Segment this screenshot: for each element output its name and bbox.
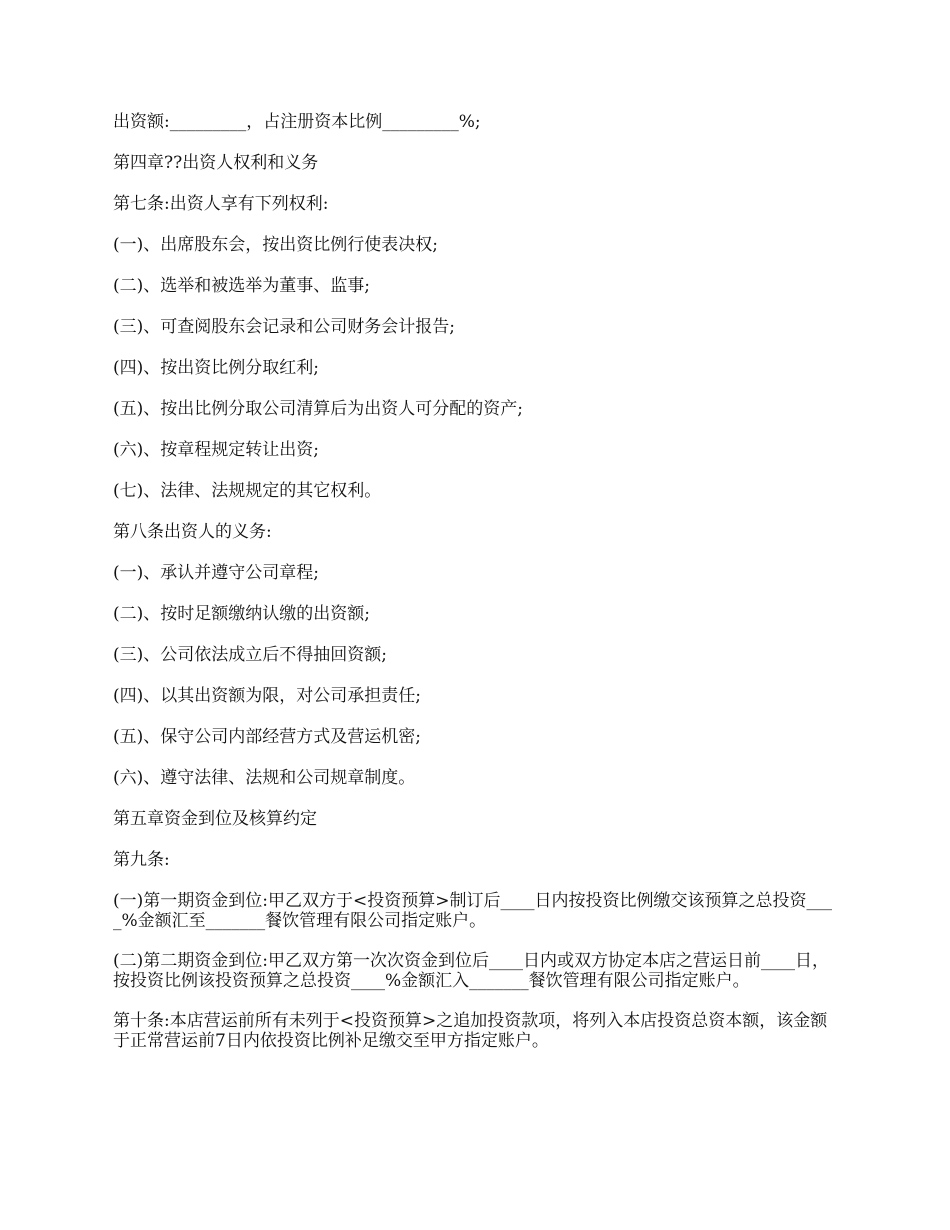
funding-phase-1: (一)第一期资金到位:甲乙双方于<投资预算>制订后____日内按投资比例缴交该预算之总投资____%金额汇至_______餐饮管理有限公司指定账户。: [113, 891, 832, 931]
right-item-1: (一)、出席股东会，按出资比例行使表决权;: [113, 235, 438, 255]
article-ten: 第十条:本店营运前所有未列于<投资预算>之追加投资款项，将列入本店投资总资本额，该金额于正常营运前7日内依投资比例补足缴交至甲方指定账户。: [113, 1011, 828, 1051]
right-item-7: (七)、法律、法规规定的其它权利。: [113, 481, 382, 501]
right-item-6: (六)、按章程规定转让出资;: [113, 440, 319, 460]
article-nine-heading: 第九条:: [113, 850, 170, 870]
duty-item-3: (三)、公司依法成立后不得抽回资额;: [113, 645, 387, 665]
duty-item-1: (一)、承认并遵守公司章程;: [113, 563, 319, 583]
right-item-2: (二)、选举和被选举为董事、监事;: [113, 276, 370, 296]
duty-item-5: (五)、保守公司内部经营方式及营运机密;: [113, 727, 421, 747]
right-item-3: (三)、可查阅股东会记录和公司财务会计报告;: [113, 317, 455, 337]
chapter-five-heading: 第五章资金到位及核算约定: [113, 809, 317, 829]
funding-phase-2: (二)第二期资金到位:甲乙双方第一次次资金到位后____日内或双方协定本店之营运日前____日，按投资比例该投资预算之总投资____%金额汇入_______餐饮管理有限公司指定账户。: [113, 951, 829, 991]
duty-item-6: (六)、遵守法律、法规和公司规章制度。: [113, 768, 416, 788]
paragraph-capital-amount: 出资额:_________，占注册资本比例_________%;: [113, 112, 481, 132]
duty-item-4: (四)、以其出资额为限，对公司承担责任;: [113, 686, 421, 706]
article-eight-heading: 第八条出资人的义务:: [113, 522, 272, 542]
article-seven-heading: 第七条:出资人享有下列权利:: [113, 194, 329, 214]
right-item-5: (五)、按出比例分取公司清算后为出资人可分配的资产;: [113, 399, 523, 419]
document-page: [113, 112, 838, 1071]
right-item-4: (四)、按出资比例分取红利;: [113, 358, 319, 378]
chapter-four-heading: 第四章??出资人权利和义务: [113, 153, 319, 173]
duty-item-2: (二)、按时足额缴纳认缴的出资额;: [113, 604, 370, 624]
